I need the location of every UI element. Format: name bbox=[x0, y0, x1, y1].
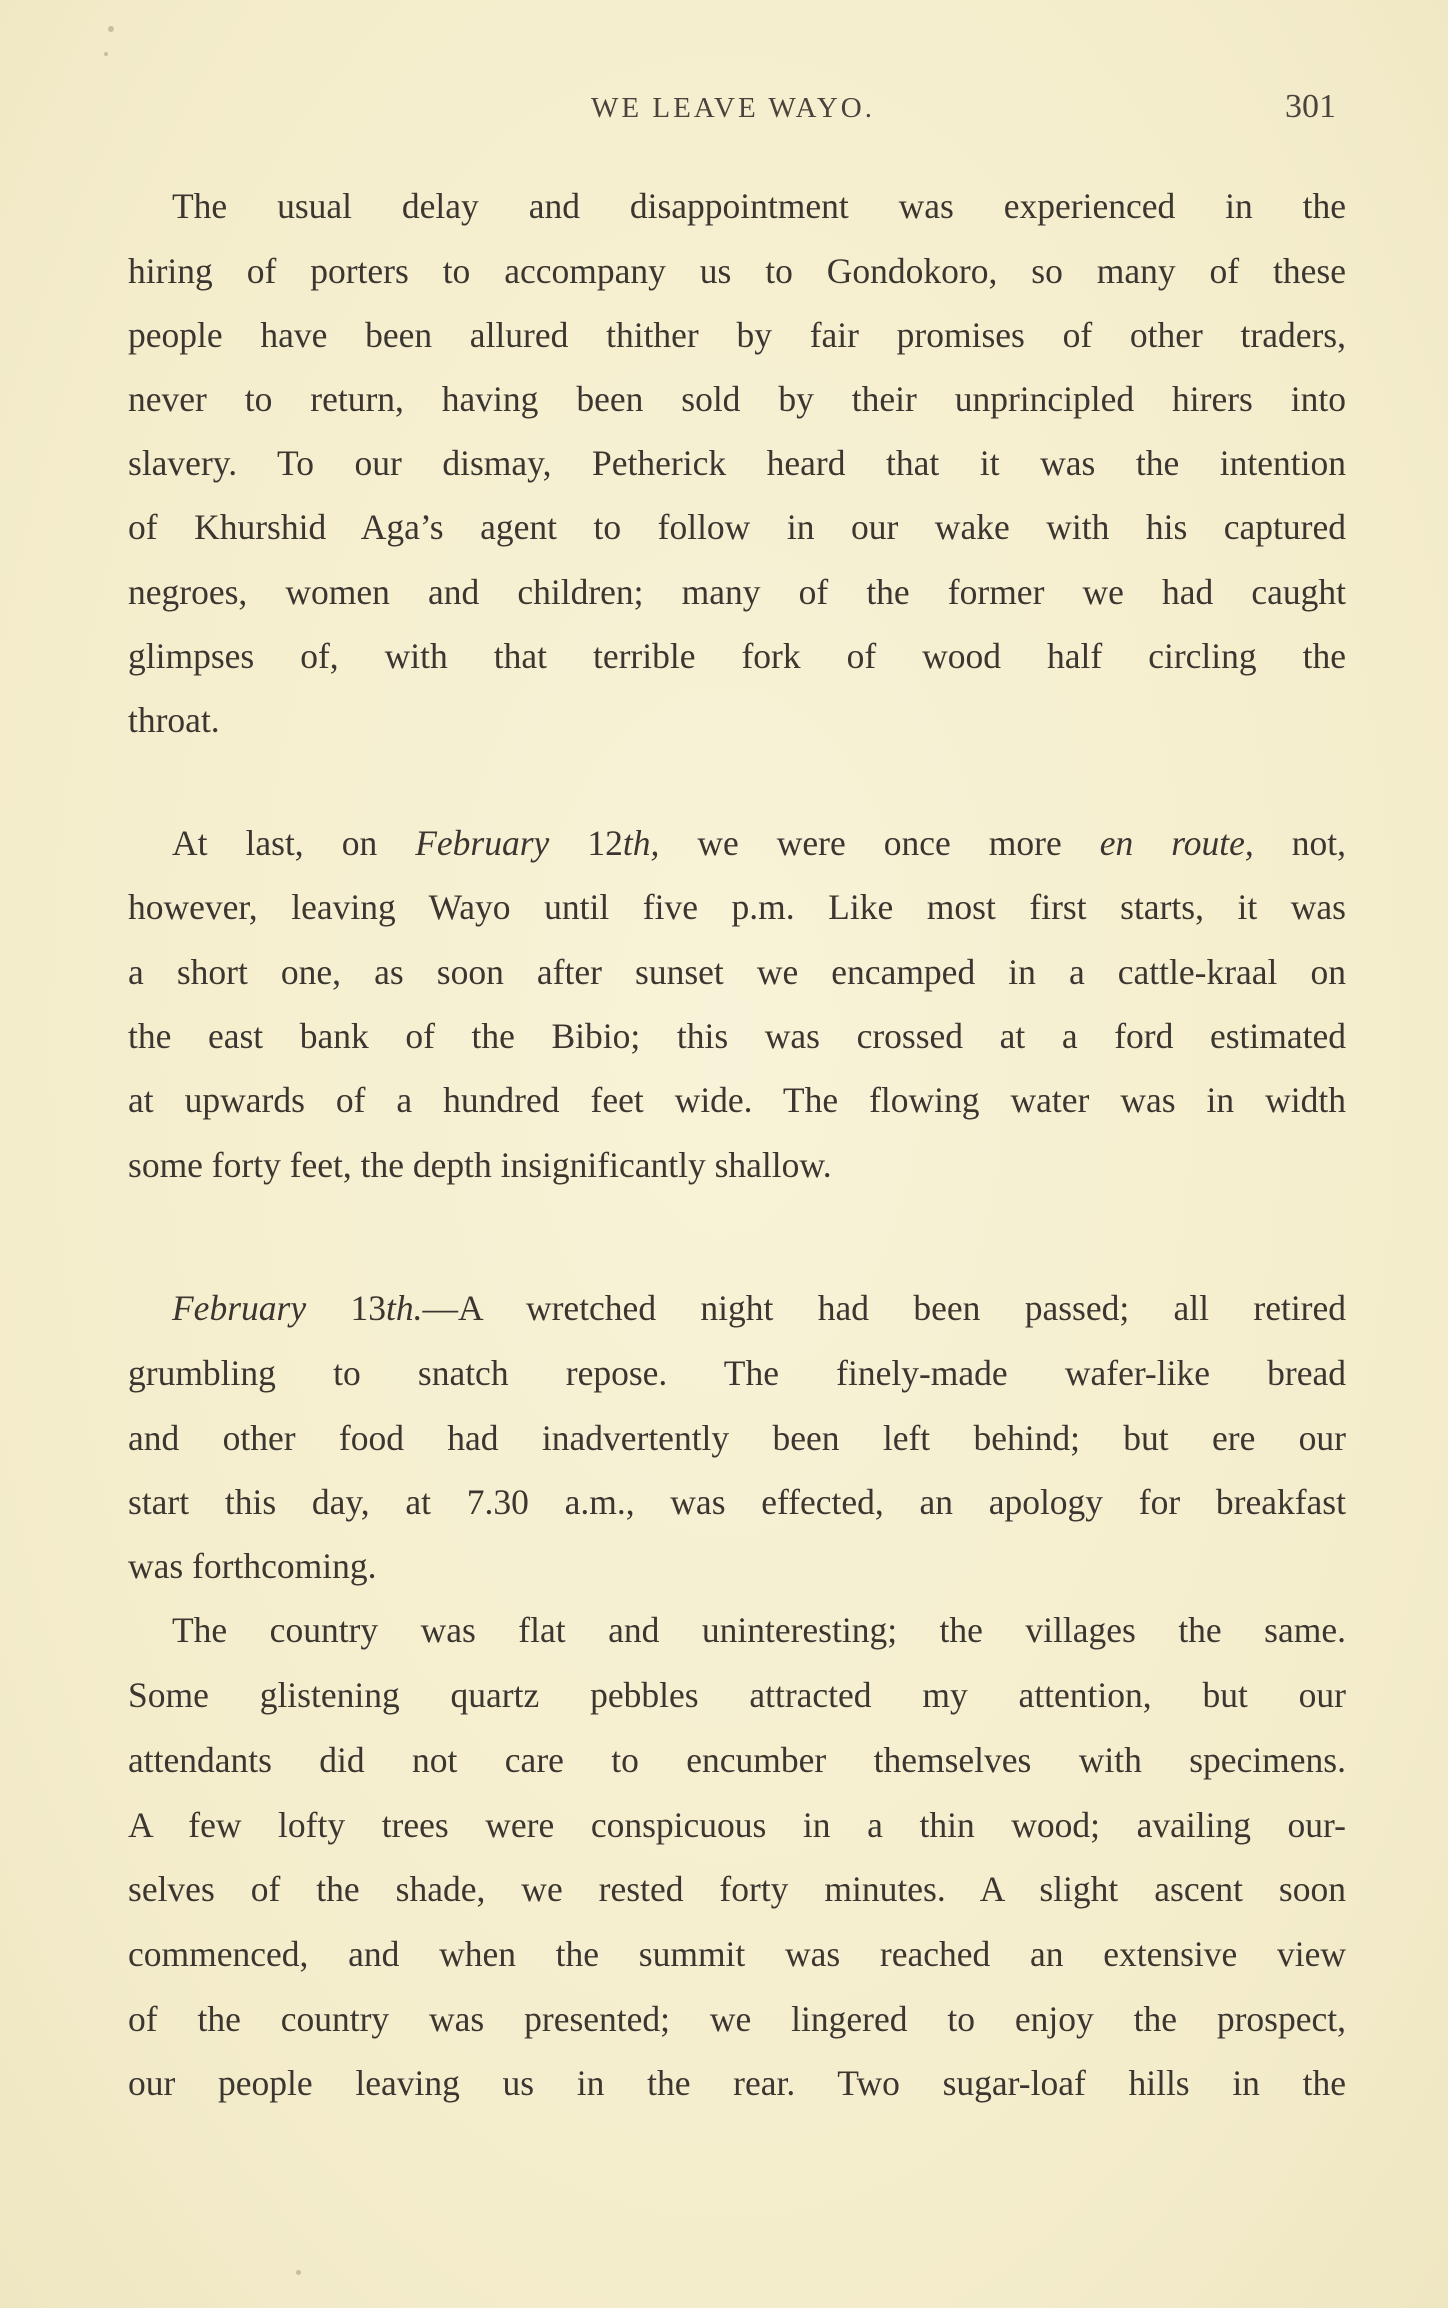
text-line: our people leaving us in the rear. Two sugar-loaf hills in the bbox=[128, 2063, 1346, 2103]
paper-speck bbox=[296, 2270, 301, 2275]
page-number: 301 bbox=[1285, 88, 1336, 125]
text-line: however, leaving Wayo until five p.m. Like most first starts, it was bbox=[128, 887, 1346, 927]
text-line: of Khurshid Aga’s agent to follow in our wake with his captured bbox=[128, 507, 1346, 547]
text-line: throat. bbox=[128, 700, 220, 740]
text-line: commenced, and when the summit was reached an extensive view bbox=[128, 1934, 1346, 1974]
text-line-with-date bbox=[172, 818, 1346, 868]
text-line: slavery. To our dismay, Petherick heard that it was the intention bbox=[128, 443, 1346, 483]
text-run: we were once more bbox=[659, 823, 1100, 863]
text-line: hiring of porters to accompany us to Gondokoro, so many of these bbox=[128, 251, 1346, 291]
date-month: February bbox=[415, 823, 550, 863]
text-run: At last, on bbox=[172, 823, 416, 863]
text-line: negroes, women and children; many of the former we had caught bbox=[128, 572, 1346, 612]
text-line: glimpses of, with that terrible fork of wood half circling the bbox=[128, 636, 1346, 676]
text-line: never to return, having been sold by their unprincipled hirers into bbox=[128, 379, 1346, 419]
text-line: A few lofty trees were conspicuous in a thin wood; availing our- bbox=[128, 1805, 1346, 1845]
paper-speck bbox=[108, 26, 114, 32]
text-run: not, bbox=[1253, 823, 1346, 863]
text-line-with-date bbox=[172, 1283, 1346, 1333]
page-header bbox=[128, 88, 1338, 128]
text-line: of the country was presented; we lingered to enjoy the prospect, bbox=[128, 1999, 1346, 2039]
text-line: people have been allured thither by fair promises of other traders, bbox=[128, 315, 1346, 355]
text-line: The country was flat and uninteresting; the villages the same. bbox=[172, 1610, 1346, 1650]
text-line: a short one, as soon after sunset we encamped in a cattle-kraal on bbox=[128, 952, 1346, 992]
foreign-phrase: en route, bbox=[1099, 823, 1254, 863]
text-line: and other food had inadvertently been left behind; but ere our bbox=[128, 1418, 1346, 1458]
paper-speck bbox=[104, 52, 108, 56]
text-line: grumbling to snatch repose. The finely-made wafer-like bread bbox=[128, 1353, 1346, 1393]
text-line: The usual delay and disappointment was experienced in the bbox=[172, 186, 1346, 226]
date-suffix: th, bbox=[622, 823, 660, 863]
text-line: was forthcoming. bbox=[128, 1546, 377, 1586]
text-line: Some glistening quartz pebbles attracted my attention, but our bbox=[128, 1675, 1346, 1715]
text-line: attendants did not care to encumber themselves with specimens. bbox=[128, 1740, 1346, 1780]
date-month: February bbox=[172, 1288, 307, 1328]
text-line: selves of the shade, we rested forty minutes. A slight ascent soon bbox=[128, 1869, 1346, 1909]
text-line: the east bank of the Bibio; this was crossed at a ford estimated bbox=[128, 1016, 1346, 1056]
text-line: some forty feet, the depth insignificantly shallow. bbox=[128, 1145, 832, 1185]
date-day: 12 bbox=[549, 823, 623, 863]
text-run: —A wretched night had been passed; all retired bbox=[422, 1288, 1347, 1328]
text-line: at upwards of a hundred feet wide. The flowing water was in width bbox=[128, 1080, 1346, 1120]
running-title: WE LEAVE WAYO. bbox=[591, 92, 875, 124]
date-day: 13 bbox=[306, 1288, 386, 1328]
date-suffix: th. bbox=[385, 1288, 423, 1328]
text-line: start this day, at 7.30 a.m., was effected, an apology for breakfast bbox=[128, 1482, 1346, 1522]
